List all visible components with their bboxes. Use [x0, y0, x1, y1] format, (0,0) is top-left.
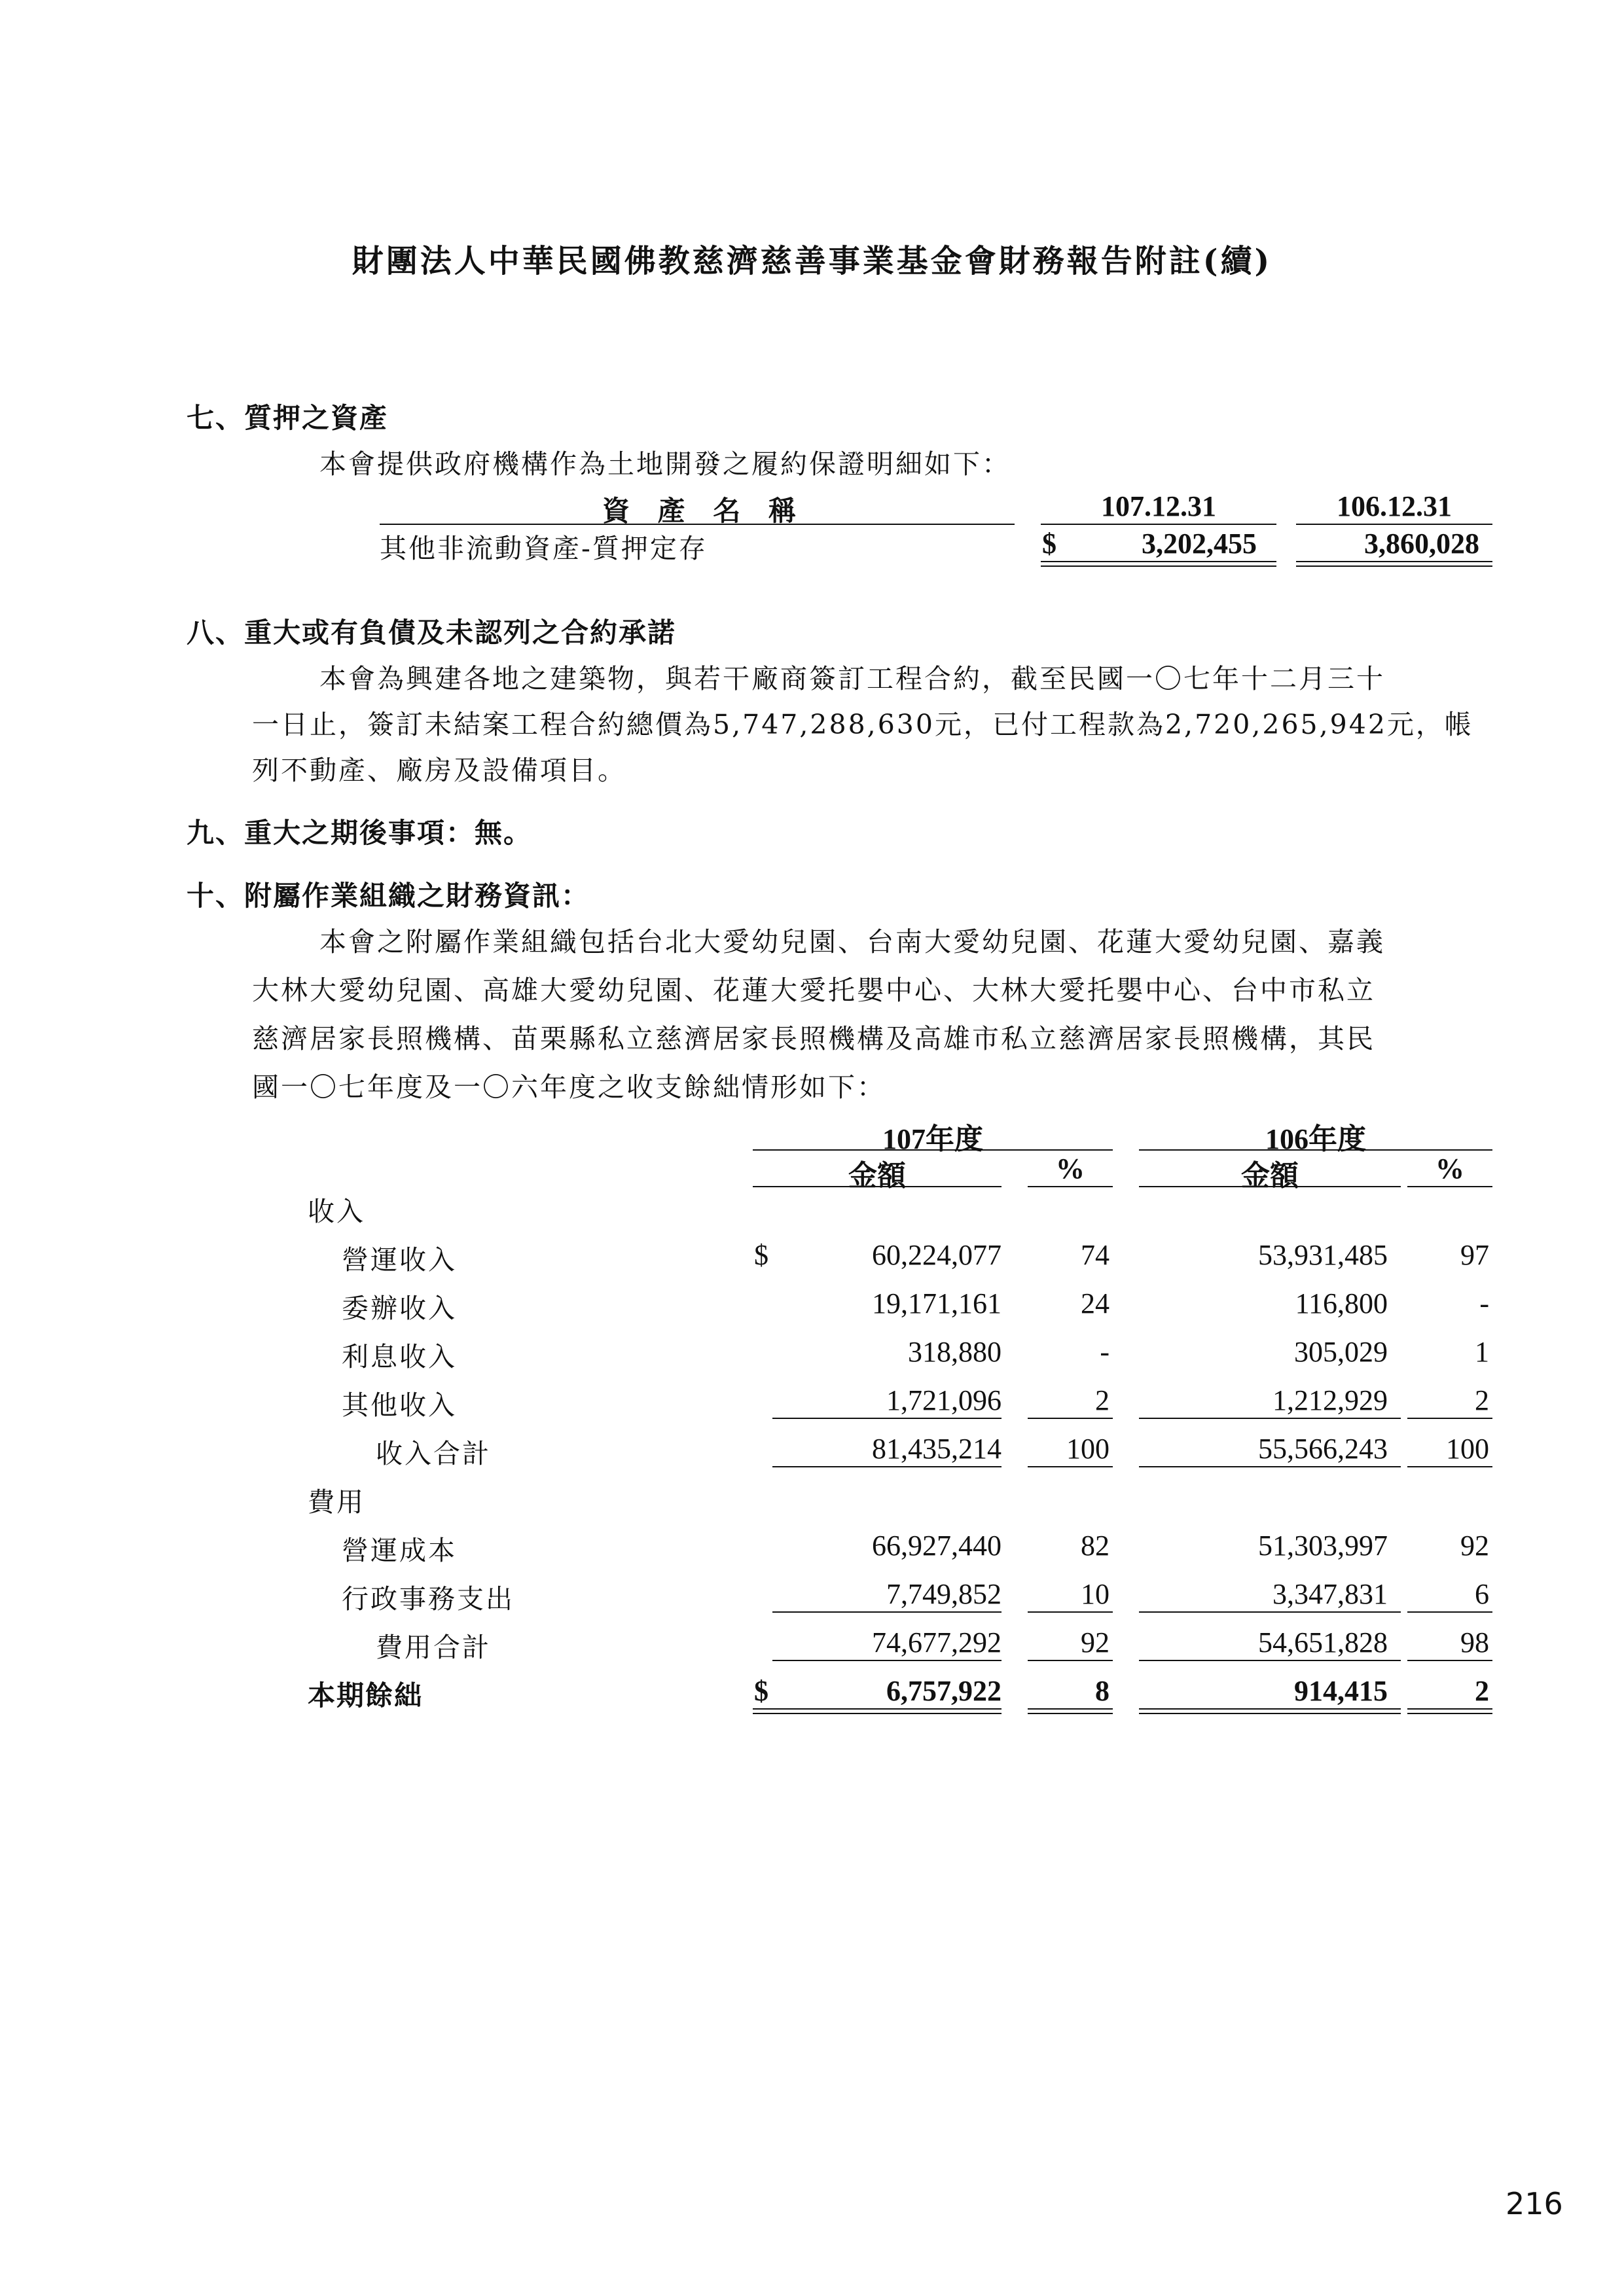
section8-line-2: 一日止，簽訂未結案工程合約總價為5,747,288,630元，已付工程款為2,720,265,942元，帳: [252, 709, 1473, 740]
table-row-label: 營運收入: [342, 1244, 457, 1276]
table-amount-rule-2: [1139, 1186, 1401, 1187]
table-cell-pct-1: 24: [1081, 1287, 1110, 1319]
table-cell-amount-2: 51,303,997: [1258, 1530, 1388, 1562]
table-row-label: 營運成本: [342, 1535, 457, 1566]
pledged-header-rule: [380, 524, 1015, 525]
table-cell-pct-2: 92: [1460, 1530, 1489, 1562]
subtotal-rule: [772, 1611, 1001, 1613]
table-row-label: 委辦收入: [342, 1293, 457, 1324]
table-cell-amount-1: 1,721,096: [886, 1384, 1001, 1416]
section8-line-1: 本會為興建各地之建築物，與若干廠商簽訂工程合約，截至民國一〇七年十二月三十: [319, 663, 1385, 694]
table-cell-amount-2: 305,029: [1294, 1336, 1388, 1368]
table-row-label: 本期餘絀: [308, 1679, 424, 1712]
table-cell-pct-2: 100: [1446, 1433, 1489, 1465]
table-cell-amount-2: 116,800: [1295, 1287, 1388, 1319]
pledged-col-name: 資 產 名 稱: [602, 495, 805, 527]
table-cell-pct-1: 2: [1095, 1384, 1110, 1416]
section7-heading: 七、質押之資產: [187, 402, 389, 434]
table-cell-pct-2: -: [1479, 1287, 1489, 1319]
table-pct-rule-2: [1407, 1186, 1492, 1187]
table-cell-amount-1: 60,224,077: [872, 1239, 1001, 1271]
net-double-rule: [1028, 1708, 1113, 1714]
table-row-label: 費用: [308, 1486, 365, 1518]
subtotal-rule: [1139, 1418, 1401, 1419]
table-row-label: 利息收入: [342, 1341, 457, 1372]
table-cell-amount-1: 19,171,161: [872, 1287, 1001, 1319]
table-cell-pct-2: 1: [1475, 1336, 1489, 1368]
pledged-currency: $: [1042, 528, 1056, 560]
page-number: 216: [1506, 2186, 1563, 2221]
table-cell-pct-1: 10: [1081, 1578, 1110, 1610]
net-double-rule: [1139, 1708, 1401, 1714]
subtotal-rule: [1407, 1418, 1492, 1419]
table-cell-pct-1: 92: [1081, 1626, 1110, 1659]
table-year2-header: 106年度: [1265, 1123, 1366, 1155]
total-rule: [1407, 1660, 1492, 1661]
table-cell-pct-1: 8: [1095, 1675, 1110, 1707]
subtotal-rule: [1028, 1418, 1113, 1419]
table-amount-header-2: 金額: [1241, 1160, 1299, 1192]
table-cell-pct-2: 2: [1475, 1675, 1489, 1707]
table-row-label: 收入: [308, 1196, 365, 1227]
subtotal-rule: [1139, 1611, 1401, 1613]
table-year1-rule: [753, 1149, 1113, 1151]
total-rule: [772, 1466, 1001, 1467]
table-cell-amount-1: 6,757,922: [886, 1675, 1001, 1707]
total-rule: [1028, 1466, 1113, 1467]
pledged-y1-rule: [1041, 524, 1276, 525]
table-cell-amount-2: 53,931,485: [1258, 1239, 1388, 1271]
table-amount-rule-1: [753, 1186, 1001, 1187]
total-rule: [772, 1660, 1001, 1661]
table-pct-header-2: %: [1435, 1153, 1464, 1185]
table-cell-pct-1: 82: [1081, 1530, 1110, 1562]
net-double-rule: [1407, 1708, 1492, 1714]
table-cell-amount-1: 81,435,214: [872, 1433, 1001, 1465]
table-cell-pct-2: 98: [1460, 1626, 1489, 1659]
table-pct-rule-1: [1028, 1186, 1113, 1187]
table-cell-pct-1: -: [1100, 1336, 1110, 1368]
table-year2-rule: [1139, 1149, 1492, 1151]
table-row-label: 費用合計: [376, 1632, 491, 1663]
section8-heading: 八、重大或有負債及未認列之合約承諾: [187, 617, 677, 649]
table-pct-header-1: %: [1056, 1153, 1085, 1185]
section9-heading: 九、重大之期後事項：無。: [187, 817, 533, 849]
pledged-y2-double-rule: [1296, 561, 1492, 567]
table-cell-amount-2: 1,212,929: [1272, 1384, 1388, 1416]
pledged-row-name: 其他非流動資產-質押定存: [380, 533, 708, 564]
table-cell-pct-2: 2: [1475, 1384, 1489, 1416]
subtotal-rule: [1407, 1611, 1492, 1613]
pledged-y2-rule: [1296, 524, 1492, 525]
total-rule: [1407, 1466, 1492, 1467]
table-cell-amount-2: 55,566,243: [1258, 1433, 1388, 1465]
section10-line-1: 本會之附屬作業組織包括台北大愛幼兒園、台南大愛幼兒園、花蓮大愛幼兒園、嘉義: [319, 926, 1385, 958]
total-rule: [1139, 1660, 1401, 1661]
table-row-label: 收入合計: [376, 1438, 491, 1469]
table-cell-amount-1: 74,677,292: [872, 1626, 1001, 1659]
table-row-label: 其他收入: [342, 1390, 457, 1421]
net-double-rule: [753, 1708, 1001, 1714]
table-cell-pct-2: 97: [1460, 1239, 1489, 1271]
table-cell-amount-1: 318,880: [908, 1336, 1001, 1368]
table-cell-pct-1: 74: [1081, 1239, 1110, 1271]
page-title: 財團法人中華民國佛教慈濟慈善事業基金會財務報告附註(續): [352, 243, 1272, 279]
pledged-col-y1: 107.12.31: [1101, 490, 1216, 522]
pledged-col-y2: 106.12.31: [1337, 490, 1452, 522]
section10-line-4: 國一〇七年度及一〇六年度之收支餘絀情形如下：: [252, 1071, 886, 1103]
table-cell-amount-2: 3,347,831: [1272, 1578, 1388, 1610]
total-rule: [1028, 1660, 1113, 1661]
section8-line-3: 列不動產、廠房及設備項目。: [252, 755, 626, 786]
section10-line-2: 大林大愛幼兒園、高雄大愛幼兒園、花蓮大愛托嬰中心、大林大愛托嬰中心、台中市私立: [252, 975, 1375, 1006]
table-year1-header: 107年度: [882, 1123, 983, 1155]
pledged-y1-double-rule: [1041, 561, 1276, 567]
table-cell-pct-1: 100: [1066, 1433, 1110, 1465]
subtotal-rule: [1028, 1611, 1113, 1613]
total-rule: [1139, 1466, 1401, 1467]
section10-heading: 十、附屬作業組織之財務資訊：: [187, 880, 590, 912]
table-amount-header-1: 金額: [848, 1160, 906, 1192]
table-currency-bottom: $: [754, 1675, 768, 1707]
pledged-value-y2: 3,860,028: [1364, 528, 1479, 560]
subtotal-rule: [772, 1418, 1001, 1419]
pledged-value-y1: 3,202,455: [1142, 528, 1257, 560]
table-cell-amount-1: 7,749,852: [886, 1578, 1001, 1610]
table-currency-top: $: [754, 1239, 768, 1271]
section10-line-3: 慈濟居家長照機構、苗栗縣私立慈濟居家長照機構及高雄市私立慈濟居家長照機構，其民: [252, 1023, 1375, 1054]
table-cell-amount-2: 54,651,828: [1258, 1626, 1388, 1659]
table-cell-amount-1: 66,927,440: [872, 1530, 1001, 1562]
table-cell-amount-2: 914,415: [1294, 1675, 1388, 1707]
section7-intro: 本會提供政府機構作為土地開發之履約保證明細如下：: [319, 448, 1011, 480]
table-row-label: 行政事務支出: [342, 1583, 514, 1615]
table-cell-pct-2: 6: [1475, 1578, 1489, 1610]
